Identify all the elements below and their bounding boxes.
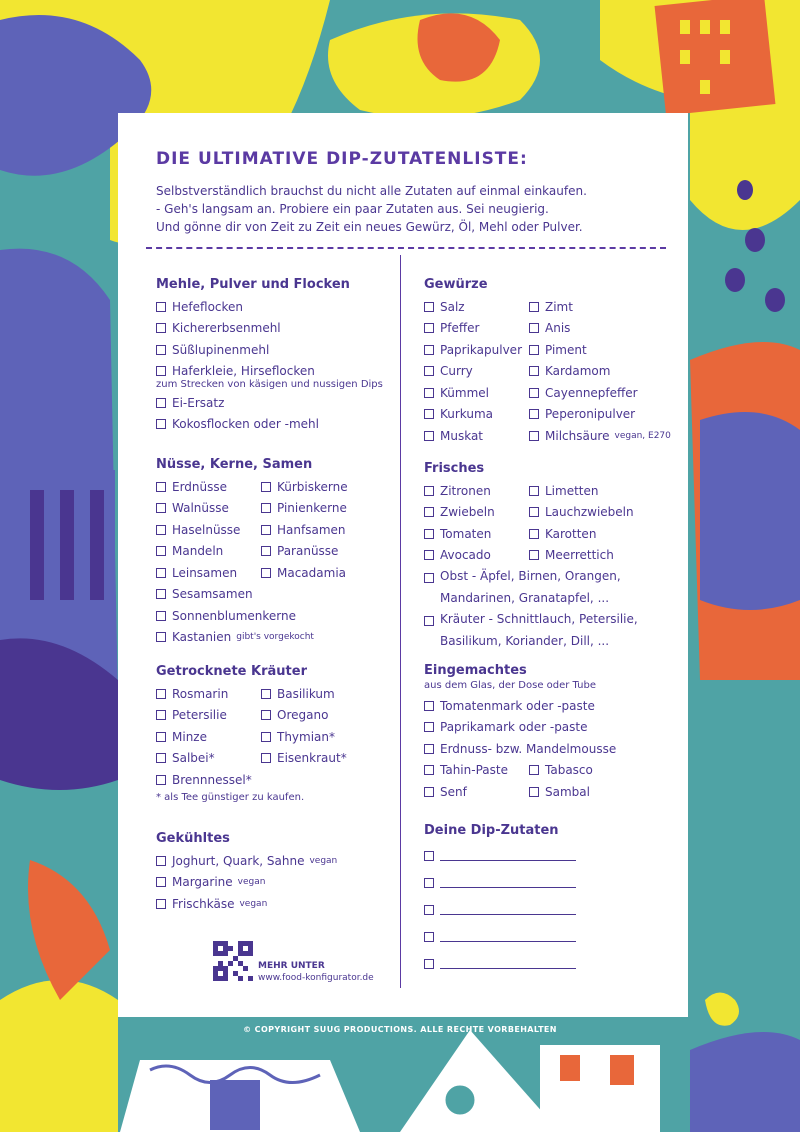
item-label: Kardamom: [545, 364, 611, 379]
checklist-item[interactable]: [156, 392, 396, 414]
checklist-item[interactable]: [156, 683, 228, 705]
checklist-item[interactable]: [424, 502, 495, 524]
checkbox-icon[interactable]: [424, 765, 434, 775]
item-label: Tabasco: [545, 763, 593, 778]
item-label: Obst - Äpfel, Birnen, Orangen,: [440, 569, 621, 583]
checklist-item[interactable]: [156, 705, 227, 727]
item-label: Brennnessel*: [172, 772, 252, 787]
checklist-item[interactable]: [156, 541, 223, 563]
checkbox-icon[interactable]: [424, 431, 434, 441]
checkbox-icon[interactable]: [261, 710, 271, 720]
checklist-item[interactable]: [261, 519, 346, 541]
item-label: Thymian*: [277, 729, 336, 744]
checkbox-icon[interactable]: [424, 388, 434, 398]
item-label: Zwiebeln: [440, 505, 495, 520]
checkbox-icon[interactable]: [424, 529, 434, 539]
checklist-item[interactable]: [529, 502, 634, 524]
item-label: Oregano: [277, 708, 329, 723]
checkbox-icon[interactable]: [261, 482, 271, 492]
checklist-item[interactable]: [261, 726, 335, 748]
item-label: Kürbiskerne: [277, 479, 348, 494]
item-note: vegan: [309, 855, 338, 866]
section-heading: Gekühltes: [156, 831, 230, 846]
item-label: Erdnüsse: [172, 479, 228, 494]
item-label: Zimt: [545, 299, 573, 314]
checklist-item[interactable]: [529, 760, 593, 782]
checkbox-icon[interactable]: [424, 302, 434, 312]
checkbox-icon[interactable]: [156, 568, 166, 578]
checkbox-icon[interactable]: [424, 722, 434, 732]
section-gewuerze: [424, 277, 684, 447]
blank-entry[interactable]: [424, 950, 684, 977]
checkbox-icon[interactable]: [156, 482, 166, 492]
section-gekuehltes: [156, 831, 396, 915]
checklist-item[interactable]: [261, 562, 346, 584]
checkbox-icon[interactable]: [156, 419, 166, 429]
intro-line: Und gönne dir von Zeit zu Zeit ein neues Gewürz, Öl, Mehl oder Pulver.: [156, 220, 583, 234]
checklist-item[interactable]: [261, 705, 328, 727]
item-label: Lauchzwiebeln: [545, 505, 634, 520]
item-label: Paprikamark oder -paste: [440, 720, 588, 735]
checkbox-icon[interactable]: [424, 573, 434, 583]
checkbox-icon[interactable]: [261, 753, 271, 763]
checkbox-icon[interactable]: [424, 616, 434, 626]
column-divider: [400, 255, 401, 988]
checklist-item[interactable]: [156, 769, 396, 791]
checkbox-icon[interactable]: [424, 932, 434, 942]
checklist-item[interactable]: [156, 296, 396, 318]
checklist-item[interactable]: [261, 476, 348, 498]
blank-lines: [424, 842, 684, 977]
item-label: Frischkäse: [172, 896, 235, 911]
section-eingemachtes: [424, 663, 684, 803]
promo-label: MEHR UNTER: [258, 961, 325, 971]
blank-line[interactable]: [440, 878, 576, 888]
checkbox-icon[interactable]: [261, 503, 271, 513]
item-note: vegan: [237, 877, 266, 888]
item-label: Salz: [440, 299, 465, 314]
item-label: Zitronen: [440, 483, 491, 498]
section-mehle: [156, 277, 396, 435]
checkbox-icon[interactable]: [424, 787, 434, 797]
checkbox-icon[interactable]: [529, 550, 539, 560]
intro-line: Selbstverständlich brauchst du nicht alle Zutaten auf einmal einkaufen.: [156, 184, 587, 198]
checkbox-icon[interactable]: [156, 710, 166, 720]
item-note: gibt's vorgekocht: [236, 632, 314, 643]
qr-code-icon[interactable]: [213, 941, 253, 981]
item-label: Kümmel: [440, 385, 489, 400]
checkbox-icon[interactable]: [156, 856, 166, 866]
checklist-item[interactable]: [424, 609, 684, 652]
checkbox-icon[interactable]: [156, 366, 166, 376]
item-label: Meerrettich: [545, 548, 614, 563]
checklist-item[interactable]: [156, 318, 396, 340]
checkbox-icon[interactable]: [156, 877, 166, 887]
checkbox-icon[interactable]: [156, 323, 166, 333]
checklist-item[interactable]: [156, 361, 396, 383]
checklist-item[interactable]: [424, 566, 684, 609]
item-label: Süßlupinenmehl: [172, 342, 270, 357]
item-label: Kokosflocken oder -mehl: [172, 417, 319, 432]
checklist-card: [118, 113, 688, 1017]
checklist-item[interactable]: [424, 404, 493, 426]
checklist-item[interactable]: [156, 893, 396, 915]
copyright-text: © COPYRIGHT SUUG PRODUCTIONS. ALLE RECHTE VORBEHALTEN: [243, 1025, 557, 1034]
item-label: Pinienkerne: [277, 501, 347, 516]
checklist-item[interactable]: [529, 523, 596, 545]
item-label: Limetten: [545, 483, 599, 498]
item-label: Hanfsamen: [277, 522, 346, 537]
item-label: Joghurt, Quark, Sahne: [172, 853, 305, 868]
checkbox-icon[interactable]: [424, 905, 434, 915]
checklist-item[interactable]: [156, 584, 396, 606]
checkbox-icon[interactable]: [261, 525, 271, 535]
item-label: Hefeflocken: [172, 299, 244, 314]
promo-url[interactable]: www.food-konfigurator.de: [258, 973, 374, 983]
item-label: Cayennepfeffer: [545, 385, 638, 400]
checkbox-icon[interactable]: [424, 701, 434, 711]
item-note: zum Strecken von käsigen und nussigen Dips: [156, 379, 383, 390]
section-heading: Deine Dip-Zutaten: [424, 823, 559, 838]
checkbox-icon[interactable]: [261, 546, 271, 556]
checklist-item[interactable]: [156, 872, 396, 894]
checkbox-icon[interactable]: [156, 732, 166, 742]
checkbox-icon[interactable]: [261, 568, 271, 578]
item-label: Margarine: [172, 875, 233, 890]
checkbox-icon[interactable]: [156, 775, 166, 785]
item-label: Tomatenmark oder -paste: [440, 698, 595, 713]
checkbox-icon[interactable]: [424, 878, 434, 888]
item-label: Macadamia: [277, 565, 347, 580]
checkbox-icon[interactable]: [529, 323, 539, 333]
item-note: vegan, E270: [614, 430, 671, 441]
checkbox-icon[interactable]: [156, 689, 166, 699]
blank-entry[interactable]: [424, 923, 684, 950]
section-heading: Gewürze: [424, 277, 488, 292]
item-label: Ei-Ersatz: [172, 395, 225, 410]
section-heading: Frisches: [424, 461, 485, 476]
item-label: Basilikum: [277, 686, 335, 701]
checklist-item[interactable]: [424, 382, 489, 404]
item-label: Walnüsse: [172, 501, 229, 516]
item-label: Petersilie: [172, 708, 227, 723]
checkbox-icon[interactable]: [529, 388, 539, 398]
item-label: Mandarinen, Granatapfel, ...: [440, 590, 610, 605]
checkbox-icon[interactable]: [156, 398, 166, 408]
item-label: Piment: [545, 342, 587, 357]
dashed-divider: [146, 247, 666, 249]
checklist-item[interactable]: [424, 695, 684, 717]
checkbox-icon[interactable]: [529, 765, 539, 775]
checkbox-icon[interactable]: [424, 851, 434, 861]
checkbox-icon[interactable]: [261, 732, 271, 742]
checklist-item[interactable]: [529, 339, 587, 361]
checkbox-icon[interactable]: [529, 302, 539, 312]
checkbox-icon[interactable]: [261, 689, 271, 699]
checklist-item[interactable]: [424, 781, 467, 803]
checklist-item[interactable]: [529, 480, 599, 502]
item-label: Sesamsamen: [172, 587, 253, 602]
intro-text: [156, 182, 666, 236]
blank-line[interactable]: [440, 959, 576, 969]
checkbox-icon[interactable]: [424, 486, 434, 496]
checkbox-icon[interactable]: [156, 302, 166, 312]
item-label: Kurkuma: [440, 407, 494, 422]
checklist-item[interactable]: [261, 541, 338, 563]
checklist-item[interactable]: [156, 414, 396, 436]
checkbox-icon[interactable]: [529, 345, 539, 355]
checklist-item[interactable]: [156, 562, 237, 584]
checklist-item[interactable]: [156, 498, 229, 520]
item-label: Haferkleie, Hirseflocken: [172, 364, 315, 379]
checklist-item[interactable]: [424, 523, 491, 545]
checklist-item[interactable]: [261, 748, 347, 770]
checklist-item[interactable]: [424, 339, 522, 361]
checkbox-icon[interactable]: [529, 431, 539, 441]
checklist-item[interactable]: [424, 425, 483, 447]
checklist-item[interactable]: [156, 748, 215, 770]
item-label: Salbei*: [172, 751, 215, 766]
checkbox-icon[interactable]: [156, 503, 166, 513]
checkbox-icon[interactable]: [424, 744, 434, 754]
item-label: Basilikum, Koriander, Dill, ...: [440, 633, 610, 648]
section-heading: Eingemachtes: [424, 663, 527, 678]
checklist-item[interactable]: [529, 361, 610, 383]
checkbox-icon[interactable]: [156, 589, 166, 599]
blank-line[interactable]: [440, 851, 576, 861]
item-label: Haselnüsse: [172, 522, 241, 537]
item-label: Erdnuss- bzw. Mandelmousse: [440, 741, 617, 756]
page-title: DIE ULTIMATIVE DIP-ZUTATENLISTE:: [156, 149, 528, 169]
checkbox-icon[interactable]: [424, 323, 434, 333]
checklist-item[interactable]: [529, 318, 570, 340]
checkbox-icon[interactable]: [424, 959, 434, 969]
item-label: Curry: [440, 364, 473, 379]
item-label: Sonnenblumenkerne: [172, 608, 297, 623]
item-note: vegan: [239, 898, 268, 909]
checkbox-icon[interactable]: [156, 525, 166, 535]
item-label: Kastanien: [172, 630, 232, 645]
checklist-item[interactable]: [261, 683, 335, 705]
checkbox-icon[interactable]: [156, 345, 166, 355]
section-heading: Mehle, Pulver und Flocken: [156, 277, 350, 292]
checkbox-icon[interactable]: [156, 632, 166, 642]
item-label: Milchsäure: [545, 428, 610, 443]
checkbox-icon[interactable]: [424, 550, 434, 560]
checklist-item[interactable]: [529, 382, 638, 404]
checkbox-icon[interactable]: [424, 409, 434, 419]
footnote: * als Tee günstiger zu kaufen.: [156, 791, 305, 803]
item-label: Avocado: [440, 548, 491, 563]
checklist-item[interactable]: [156, 850, 396, 872]
blank-entry[interactable]: [424, 869, 684, 896]
checkbox-icon[interactable]: [424, 507, 434, 517]
checklist-item[interactable]: [529, 425, 671, 447]
item-label: Tahin-Paste: [440, 763, 508, 778]
intro-line: - Geh's langsam an. Probiere ein paar Zutaten aus. Sei neugierig.: [156, 202, 549, 216]
checklist-item[interactable]: [156, 627, 396, 649]
checklist-item[interactable]: [424, 738, 684, 760]
item-label: Minze: [172, 729, 207, 744]
checklist-item[interactable]: [156, 726, 207, 748]
checklist-item[interactable]: [156, 339, 396, 361]
checklist-item[interactable]: [424, 361, 473, 383]
checklist-item[interactable]: [424, 545, 491, 567]
section-heading: Nüsse, Kerne, Samen: [156, 457, 313, 472]
item-label: Muskat: [440, 428, 484, 443]
checkbox-icon[interactable]: [529, 787, 539, 797]
checklist-item[interactable]: [529, 781, 590, 803]
checkbox-icon[interactable]: [156, 753, 166, 763]
checkbox-icon[interactable]: [529, 366, 539, 376]
item-label: Rosmarin: [172, 686, 229, 701]
item-label: Tomaten: [440, 526, 492, 541]
item-label: Eisenkraut*: [277, 751, 347, 766]
checklist-item[interactable]: [424, 318, 479, 340]
checklist-item[interactable]: [529, 296, 573, 318]
blank-line[interactable]: [440, 905, 576, 915]
checklist-item[interactable]: [424, 717, 684, 739]
checklist-item[interactable]: [424, 480, 491, 502]
item-label: Leinsamen: [172, 565, 238, 580]
item-label: Senf: [440, 784, 467, 799]
checklist-item[interactable]: [156, 519, 240, 541]
item-label: Peperonipulver: [545, 407, 636, 422]
blank-entry[interactable]: [424, 842, 684, 869]
section-eigene: [424, 823, 684, 977]
item-label: Kichererbsenmehl: [172, 321, 281, 336]
item-label: Mandeln: [172, 544, 224, 559]
checkbox-icon[interactable]: [529, 529, 539, 539]
checkbox-icon[interactable]: [424, 366, 434, 376]
checkbox-icon[interactable]: [529, 409, 539, 419]
item-label: Sambal: [545, 784, 590, 799]
checklist-item[interactable]: [261, 498, 347, 520]
checklist-item[interactable]: [529, 545, 614, 567]
section-kraeuter: [156, 664, 396, 803]
checkbox-icon[interactable]: [529, 507, 539, 517]
checkbox-icon[interactable]: [156, 899, 166, 909]
item-label: Karotten: [545, 526, 597, 541]
section-frisches: [424, 461, 684, 652]
blank-entry[interactable]: [424, 896, 684, 923]
blank-line[interactable]: [440, 932, 576, 942]
checkbox-icon[interactable]: [156, 611, 166, 621]
item-label: Paprikapulver: [440, 342, 523, 357]
section-nuesse: [156, 457, 396, 648]
item-label: Paranüsse: [277, 544, 339, 559]
checkbox-icon[interactable]: [529, 486, 539, 496]
item-label: Kräuter - Schnittlauch, Petersilie,: [440, 612, 638, 626]
section-subtitle: aus dem Glas, der Dose oder Tube: [424, 680, 596, 691]
checklist-item[interactable]: [424, 296, 465, 318]
checklist-item[interactable]: [156, 605, 396, 627]
checklist-item[interactable]: [156, 476, 227, 498]
checklist-item[interactable]: [424, 760, 508, 782]
item-label: Pfeffer: [440, 321, 480, 336]
checkbox-icon[interactable]: [156, 546, 166, 556]
checkbox-icon[interactable]: [424, 345, 434, 355]
item-label: Anis: [545, 321, 571, 336]
section-heading: Getrocknete Kräuter: [156, 664, 307, 679]
checklist-item[interactable]: [529, 404, 635, 426]
promo-text: [258, 960, 374, 984]
